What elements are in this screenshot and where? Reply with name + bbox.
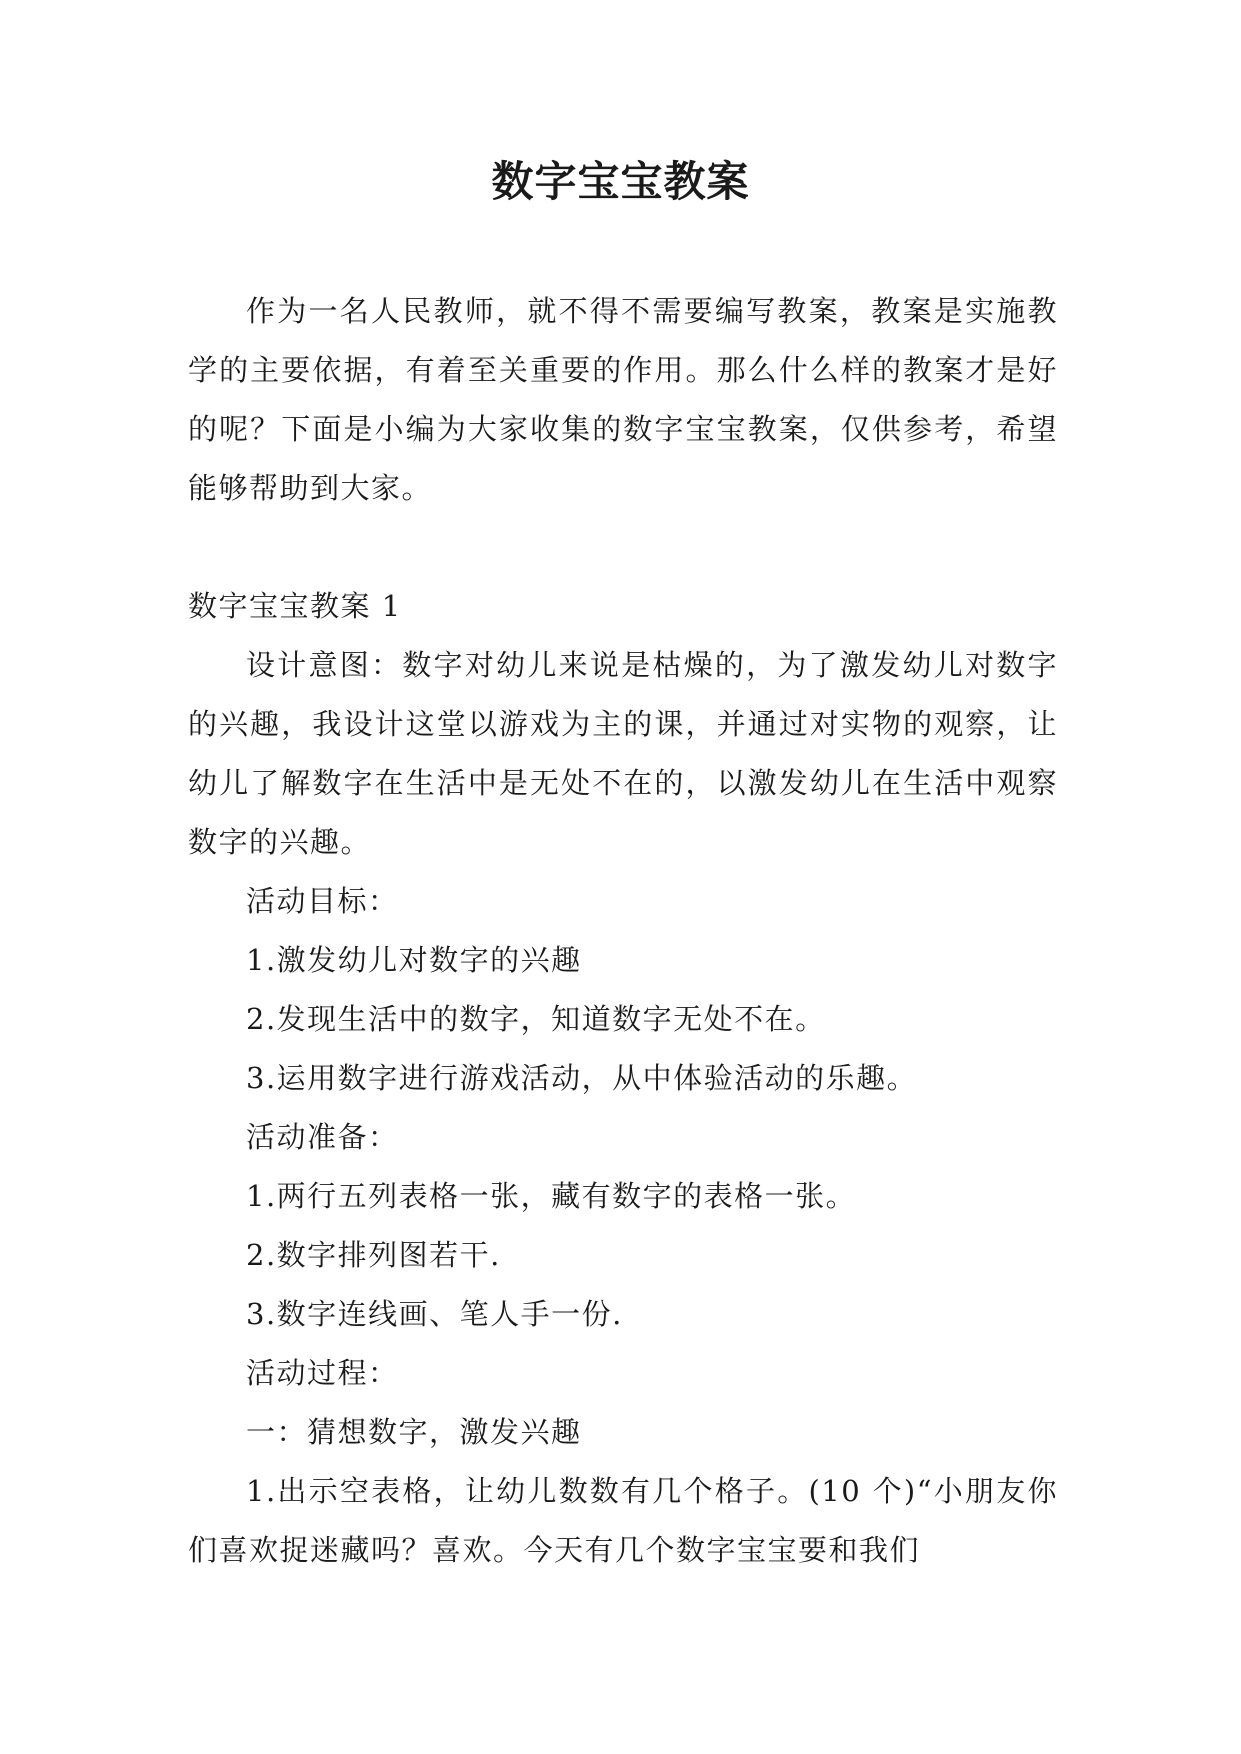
design-intent-paragraph: 设计意图：数字对幼儿来说是枯燥的，为了激发幼儿对数字的兴趣，我设计这堂以游戏为主的课，并通过对实物的观察，让幼儿了解数字在生活中是无处不在的，以激发幼儿在生活中观察数字的兴趣。 — [188, 648, 1058, 859]
prep-item: 2.数字排列图若干. — [246, 1238, 501, 1272]
step-heading: 一：猜想数字，激发兴趣 — [246, 1415, 582, 1449]
prep-item: 3.数字连线画、笔人手一份. — [246, 1297, 623, 1331]
intro-paragraph: 作为一名人民教师，就不得不需要编写教案，教案是实施教学的主要依据，有着至关重要的作用。那么什么样的教案才是好的呢？下面是小编为大家收集的数字宝宝教案，仅供参考，希望能够帮助到大家。 — [188, 294, 1058, 505]
document-title: 数字宝宝教案 — [491, 157, 750, 206]
document-body — [188, 282, 1058, 1580]
paragraph-gap — [188, 518, 1058, 577]
goal-item: 1.激发幼儿对数字的兴趣 — [246, 943, 582, 977]
goal-item: 3.运用数字进行游戏活动，从中体验活动的乐趣。 — [246, 1061, 918, 1095]
step-paragraph: 1.出示空表格，让幼儿数数有几个格子。(10 个)“小朋友你们喜欢捉迷藏吗？喜欢。今天有几个数字宝宝要和我们 — [188, 1474, 1058, 1567]
goal-item: 2.发现生活中的数字，知道数字无处不在。 — [246, 1002, 826, 1036]
prep-item: 1.两行五列表格一张，藏有数字的表格一张。 — [246, 1179, 857, 1213]
section-heading: 数字宝宝教案 1 — [188, 589, 402, 623]
prep-heading: 活动准备： — [246, 1120, 399, 1154]
process-heading: 活动过程： — [246, 1356, 399, 1390]
goals-heading: 活动目标： — [246, 884, 399, 918]
